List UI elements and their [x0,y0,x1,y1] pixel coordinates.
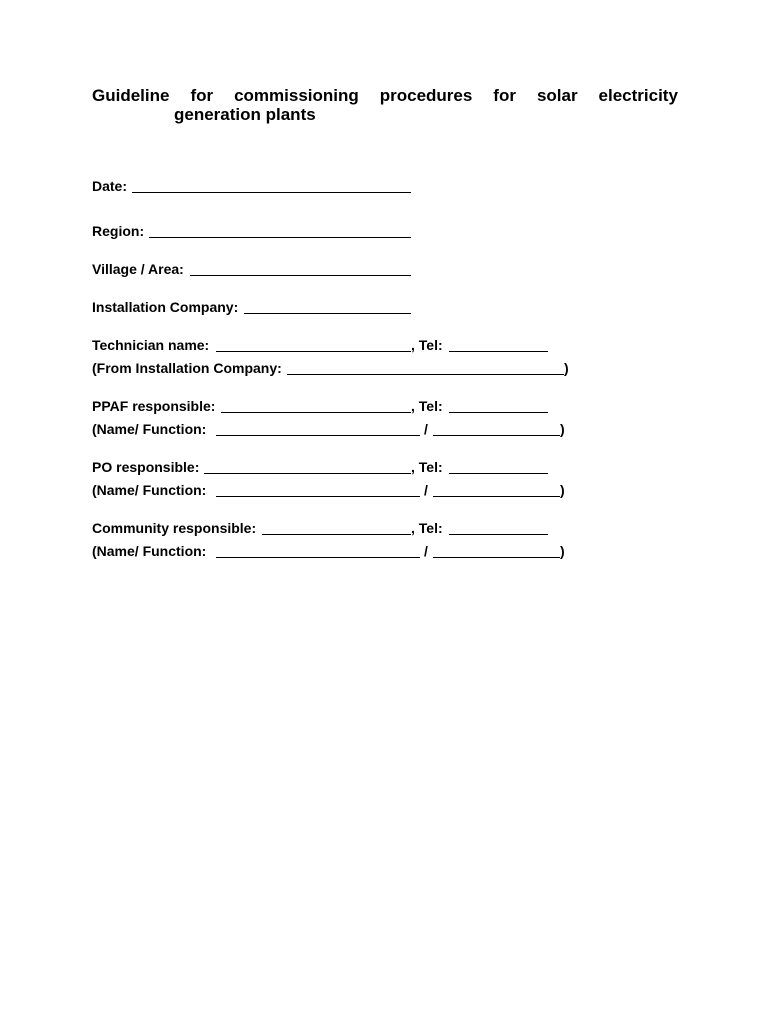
tel-label: , Tel: [411,520,443,536]
close-paren: ) [560,543,565,559]
name-function-label: (Name/ Function: [92,482,207,498]
technician-company-field[interactable] [287,374,564,375]
po-tel-field[interactable] [449,473,548,474]
name-function-label: (Name/ Function: [92,543,207,559]
ppaf-label: PPAF responsible: [92,398,216,414]
date-label: Date: [92,178,128,194]
title-word: electricity [598,86,678,105]
community-function-name-field[interactable] [216,557,420,558]
title-word: for [493,86,516,105]
page-title [92,86,678,124]
po-function-name-field[interactable] [216,496,420,497]
technician-label: Technician name: [92,337,210,353]
close-paren: ) [560,482,565,498]
installation-company-field[interactable] [244,313,411,314]
community-tel-field[interactable] [449,534,548,535]
name-function-label: (Name/ Function: [92,421,207,437]
community-label: Community responsible: [92,520,257,536]
close-paren: ) [560,421,565,437]
village-label: Village / Area: [92,261,184,277]
tel-label: , Tel: [411,459,443,475]
title-word: commissioning [234,86,359,105]
community-function-field[interactable] [433,557,560,558]
community-name-field[interactable] [262,534,411,535]
ppaf-tel-field[interactable] [449,412,548,413]
po-function-field[interactable] [433,496,560,497]
title-line-1 [92,86,678,105]
title-word: solar [536,86,578,105]
region-label: Region: [92,223,145,239]
close-paren: ) [564,360,569,376]
title-word: Guideline [92,86,170,105]
installation-company-label: Installation Company: [92,299,239,315]
ppaf-function-name-field[interactable] [216,435,420,436]
technician-company-label: (From Installation Company: [92,360,282,376]
slash: / [424,543,428,559]
slash: / [424,421,428,437]
po-name-field[interactable] [204,473,411,474]
tel-label: , Tel: [411,398,443,414]
po-label: PO responsible: [92,459,200,475]
ppaf-function-field[interactable] [433,435,560,436]
title-word: procedures [379,86,473,105]
tel-label: , Tel: [411,337,443,353]
region-field[interactable] [149,237,411,238]
date-field[interactable] [132,192,411,193]
title-word: for [190,86,214,105]
slash: / [424,482,428,498]
technician-name-field[interactable] [216,351,411,352]
title-line-2: generation plants [174,105,316,124]
village-field[interactable] [190,275,411,276]
ppaf-name-field[interactable] [221,412,411,413]
technician-tel-field[interactable] [449,351,548,352]
